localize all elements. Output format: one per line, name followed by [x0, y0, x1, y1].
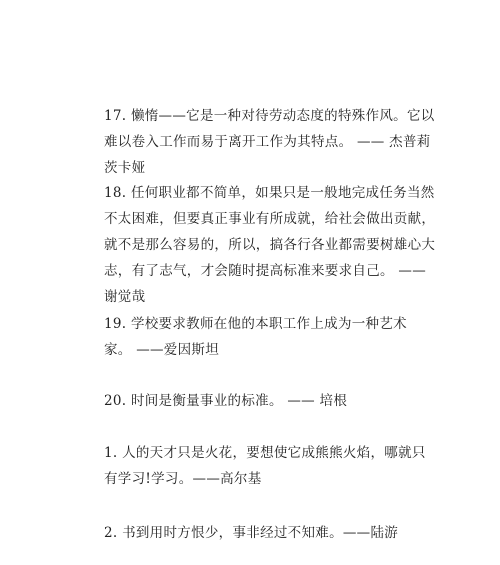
quote-19: 19. 学校要求教师在他的本职工作上成为一种艺术家。 ——爱因斯坦 [104, 315, 407, 358]
quote-2: 2. 书到用时方恨少，事非经过不知难。——陆游 [104, 524, 399, 541]
quote-1: 1. 人的天才只是火花，要想使它成熊熊火焰，哪就只有学习!学习。——高尔基 [104, 444, 426, 487]
quote-18: 18. 任何职业都不简单，如果只是一般地完成任务当然不太困难，但要真正事业有所成就，给社会做出贡献，就不是那么容易的，所以，搞各行各业都需要树雄心大志，有了志气，才会随时提高标准来要求自己。 —— 谢觉哉 [104, 184, 436, 305]
quote-17: 17. 懒惰——它是一种对待劳动态度的特殊作风。它以难以卷入工作而易于离开工作为其特点。 —— 杰普莉茨卡娅 [104, 107, 435, 176]
quote-20: 20. 时间是衡量事业的标准。 —— 培根 [104, 392, 348, 409]
